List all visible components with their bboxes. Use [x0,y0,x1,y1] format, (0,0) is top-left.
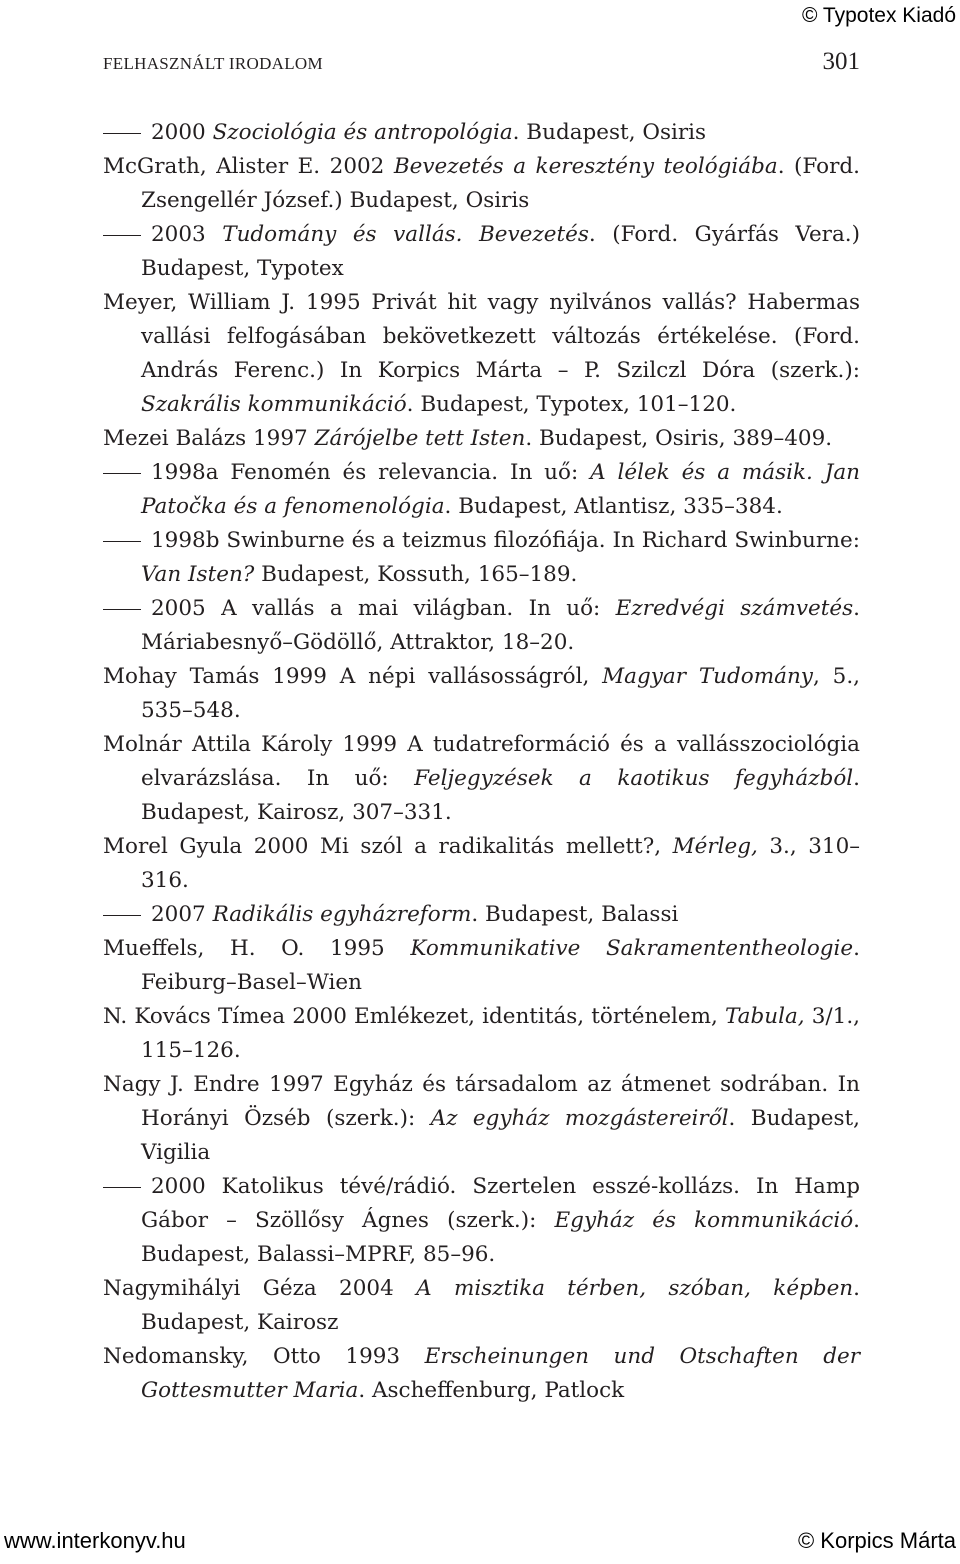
running-title: FELHASZNÁLT IRODALOM [103,54,323,73]
ditto-dash [103,609,141,610]
ditto-dash [103,915,141,916]
bib-entry [103,1340,860,1408]
bib-entry [103,456,860,524]
bib-title: Tudomány és vallás. Bevezetés [222,222,589,247]
bib-title: Radikális egyházreform [212,902,472,927]
bib-title: Erscheinungen und Otschaften der Gottesmutter Maria [141,1344,860,1403]
bib-entry [103,1170,860,1272]
bib-text: N. Kovács Tímea 2000 Emlékezet, identitás, történelem, [103,1004,725,1029]
bib-text: Molnár Attila Károly 1999 A tudatreformáció és a vallásszociológia elvarázslása. In uő: [103,732,860,791]
ditto-dash [103,1187,141,1188]
bib-text: . Ascheffenburg, Patlock [358,1378,625,1403]
bib-title: Zárójelbe tett Isten [314,426,526,451]
page-header [103,48,860,80]
ditto-dash [103,235,141,236]
bib-text: . Budapest, Balassi–MPRF, 85–96. [141,1208,860,1267]
bib-text: . Budapest, Kairosz [141,1276,860,1335]
bib-entry [103,728,860,830]
bib-text: Mohay Tamás 1999 A népi vallásosságról, [103,664,603,689]
bib-text: . Budapest, Balassi [471,902,679,927]
bib-entry [103,524,860,592]
bib-title: A misztika térben, szóban, képben [416,1276,854,1301]
bib-text: . Feiburg–Basel–Wien [141,936,860,995]
ditto-dash [103,133,141,134]
bib-text: 2000 Katolikus tévé/rádió. Szertelen esszé-kollázs. In Hamp Gábor – Szöllősy Ágnes (szerk.): [141,1174,860,1233]
bib-text: . (Ford. Gyárfás Vera.) Budapest, Typotex [141,222,860,281]
bib-entry [103,1068,860,1170]
bib-title: Bevezetés a keresztény teológiába [393,154,778,179]
bib-entry [103,286,860,422]
bib-text: . (Ford. Zsengellér József.) Budapest, Osiris [141,154,860,213]
bib-entry [103,116,860,150]
bib-title: Ezredvégi számvetés [615,596,854,621]
bib-text: . Budapest, Osiris [512,120,707,145]
bib-text: . Máriabesnyő–Gödöllő, Attraktor, 18–20. [141,596,860,655]
bib-text: , 5., 535–548. [141,664,860,723]
bib-text: 3., 310–316. [141,834,861,893]
bib-title: Szakrális kommunikáció [141,392,407,417]
bib-title: Feljegyzések a kaotikus fegyházból [414,766,854,791]
bib-title: Egyház és kommunikáció [554,1208,854,1233]
copyright-notice-top: © Typotex Kiadó [801,4,956,27]
bib-text: 1998b Swinburne és a teizmus filozófiája. In Richard Swinburne: [151,528,860,553]
bib-text: Morel Gyula 2000 Mi szól a radikalitás mellett?, [103,834,673,859]
bib-text: . Budapest, Kairosz, 307–331. [141,766,860,825]
bib-text: Mezei Balázs 1997 [103,426,315,451]
bib-title: Magyar Tudomány [602,664,813,689]
ditto-dash [103,473,141,474]
footer-website: www.interkonyv.hu [4,1528,186,1553]
bib-text: 2003 [151,222,223,247]
bib-text: . Budapest, Typotex, 101–120. [406,392,737,417]
bib-entry [103,660,860,728]
page-number: 301 [822,48,860,75]
bib-title: Szociológia és antropológia [212,120,513,145]
bibliography-list [103,116,860,1408]
ditto-dash [103,541,141,542]
bib-entry [103,218,860,286]
bib-text: . Budapest, Atlantisz, 335–384. [444,494,783,519]
bib-entry [103,592,860,660]
bib-text: Mueffels, H. O. 1995 [103,936,411,961]
bib-entry [103,1000,860,1068]
bib-text: 2000 [151,120,213,145]
bib-title: Az egyház mozgástereiről [430,1106,729,1131]
bib-entry [103,1272,860,1340]
bib-entry [103,422,860,456]
bib-text: 3/1., 115–126. [141,1004,860,1063]
bib-entry [103,830,860,898]
bib-text: Nedomansky, Otto 1993 [103,1344,425,1369]
bib-title: Van Isten? [141,562,255,587]
bib-title: Tabula, [724,1004,805,1029]
bib-text: Nagy J. Endre 1997 Egyház és társadalom az átmenet sodrában. In Horányi Özséb (szerk.): [103,1072,860,1131]
bib-text: McGrath, Alister E. 2002 [103,154,394,179]
bib-text: Nagymihályi Géza 2004 [103,1276,417,1301]
bib-text: Meyer, William J. 1995 Privát hit vagy nyilvános vallás? Habermas vallási felfogásában bekövetkezett változás értékelése. (Ford. András Ferenc.) In Korpics Márta – P. Szilczl Dóra (szerk.): [103,290,860,383]
bib-text: 2005 A vallás a mai világban. In uő: [151,596,616,621]
bib-title: Mérleg, [672,834,758,859]
bib-title: Kommunikative Sakramententheologie [410,936,854,961]
bib-title: A lélek és a másik. Jan Patočka és a fenomenológia [141,460,861,519]
bib-entry [103,150,860,218]
bib-text: Budapest, Kossuth, 165–189. [254,562,578,587]
bib-entry [103,932,860,1000]
footer-copyright: © Korpics Márta [797,1528,956,1553]
bib-entry [103,898,860,932]
bib-text: 2007 [151,902,213,927]
bib-text: . Budapest, Osiris, 389–409. [525,426,833,451]
bib-text: . Budapest, Vigilia [141,1106,860,1165]
bib-text: 1998a Fenomén és relevancia. In uő: [151,460,591,485]
